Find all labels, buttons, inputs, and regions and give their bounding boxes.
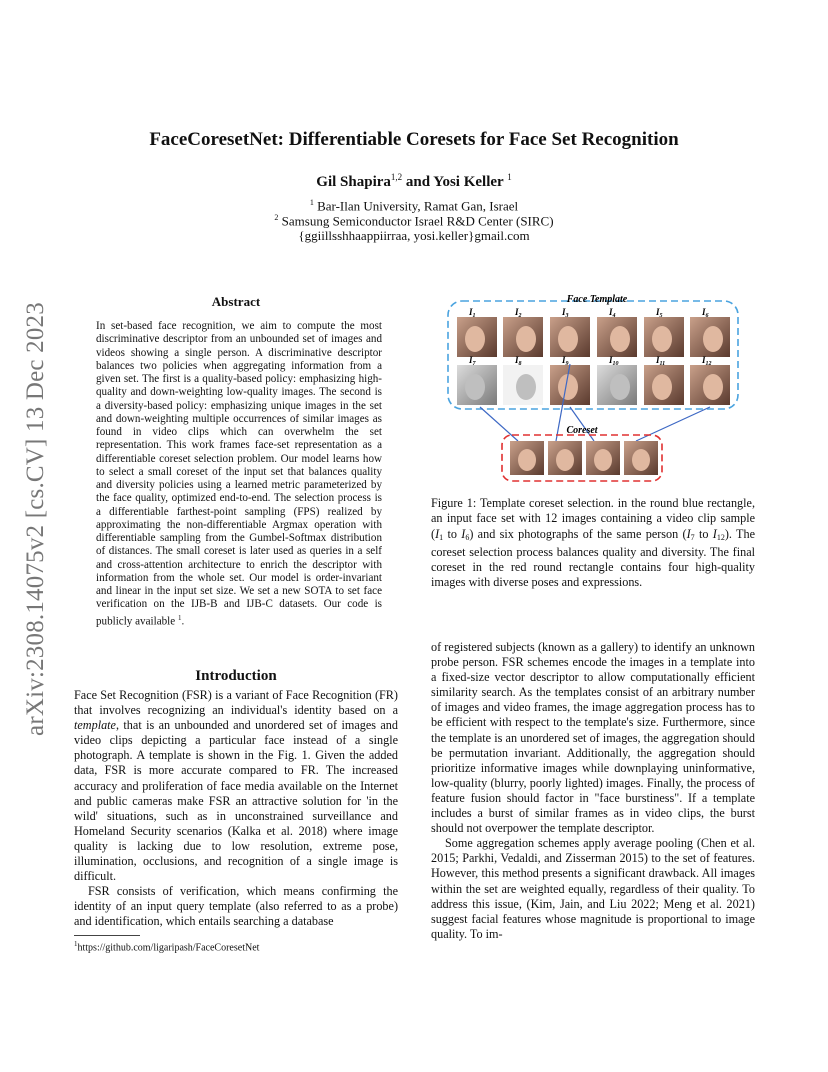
- coreset-label: Coreset: [566, 425, 598, 436]
- arxiv-id: arXiv:2308.14075v2 [cs.CV] 13 Dec 2023: [22, 302, 50, 736]
- footnote-divider: [74, 935, 140, 936]
- author-and: and: [405, 174, 431, 190]
- caption-text-c: ). The coreset selection process balances quality and diversity. The final coreset in the red round rectangle contains four high-quality images with diverse poses and expressions.: [431, 526, 756, 590]
- intro-p1-b: , that is an unbounded and unordered set of images and video clips depicting a particular face instead of a single photograph. A template is shown in the Fig. 1. Given the added data, FSR is more accurate compared to FR. The increased accuracy and proliferation of face media available on the Internet and public cameras make FSR an attractive solution for 'in the wild' situations, such as in unconstrained surveillance and Homeland Security scenarios (Kalka et al. 2018) where image quality is lacking due to low resolution, extreme pose, illumination, occlusions, and recognition of a single image is difficult.: [74, 718, 398, 884]
- abstract-text-end: .: [181, 615, 185, 628]
- coreset-face-4: [632, 449, 650, 471]
- face-label-index-5: 5: [659, 313, 663, 319]
- author-1: Gil Shapira: [316, 174, 391, 190]
- arrow-4: [636, 407, 710, 441]
- face-shape-6: [703, 326, 723, 352]
- coreset-images: [510, 441, 658, 475]
- figure-svg: [440, 289, 750, 485]
- caption-text-b: ) and six photographs of the same person (: [469, 526, 687, 541]
- abstract-heading: Abstract: [211, 294, 261, 309]
- face-label-index-4: 4: [612, 313, 616, 319]
- face-shape-11: [652, 374, 672, 400]
- intro-paragraph-1: [74, 688, 398, 884]
- face-shape-1: [465, 326, 485, 352]
- caption-i12-sub: 12: [716, 532, 725, 542]
- face-shape-12: [703, 374, 723, 400]
- face-shape-5: [652, 326, 672, 352]
- face-label-1: $I_1$: [469, 307, 476, 319]
- caption-i7-sub: 7: [690, 532, 695, 542]
- intro-paragraph-2: FSR consists of verification, which means confirming the identity of an input query template (also referred to as a probe) and identification, which entails searching a database: [74, 884, 398, 929]
- arxiv-sidebar-stamp: [18, 282, 54, 756]
- coreset-face-3: [594, 449, 612, 471]
- caption-text-a: Figure 1: Template coreset selection. in the round blue rectangle, an input face set with 12 images containing a video clip sample (: [431, 496, 755, 541]
- abstract-body: [96, 320, 382, 628]
- author-emails: {ggiillsshhaappiirraa, yosi.keller}gmail.com: [298, 228, 530, 243]
- affiliation-2: [0, 213, 828, 229]
- face-label-6: $I_6$: [702, 307, 709, 319]
- affiliation-2-mark: 2: [274, 213, 279, 222]
- face-label-4: $I_4$: [609, 307, 616, 319]
- caption-to-1: to: [443, 526, 462, 541]
- face-shape-4: [610, 326, 630, 352]
- face-label-2: $I_2$: [515, 307, 522, 319]
- caption-i1-sub: 1: [439, 532, 444, 542]
- face-label-index-11: 11: [659, 361, 666, 367]
- footnote: [74, 940, 259, 953]
- face-shape-8: [516, 374, 536, 400]
- face-shape-7: [465, 374, 485, 400]
- intro-p1-em: template: [74, 718, 116, 733]
- face-shape-3: [558, 326, 578, 352]
- face-label-index-1: 1: [472, 313, 476, 319]
- affiliation-1-text: Bar-Ilan University, Ramat Gan, Israel: [317, 198, 519, 214]
- footnote-link[interactable]: https://github.com/ligaripash/FaceCoresetNet: [77, 942, 260, 954]
- face-label-12: $I_{12}$: [702, 355, 712, 367]
- face-label-3: $I_3$: [562, 307, 569, 319]
- right-paragraph-1: of registered subjects (known as a gallery) to identify an unknown probe person. FSR schemes encode the images in a template into a fixed-size vector descriptor to allow computationally efficient similarity search. As the templates consist of an arbitrary number of images and video frames, the image aggregation process has to be efficient with respect to the template's size. Furthermore, since the template is an unordered set of images, the aggregation should be permutation invariant. Additionally, the aggregation should prioritize informative images while downplaying uninformative, low-quality (blurry, poorly lighted) images. Finally, the process of feature fusion should factor in "face burstiness". If a template includes a burst of similar frames as in video clips, the burst should not overpower the template descriptor.: [431, 640, 755, 836]
- face-label-index-8: 8: [518, 361, 522, 367]
- right-column-body: [431, 640, 755, 942]
- caption-i1: I: [435, 526, 440, 541]
- affiliation-1: [0, 198, 828, 214]
- face-label-index-10: 10: [612, 361, 619, 367]
- face-label-index-7: 7: [472, 361, 476, 367]
- face-shape-10: [610, 374, 630, 400]
- face-label-7: $I_7$: [469, 355, 476, 367]
- paper-title: FaceCoresetNet: Differentiable Coresets for Face Set Recognition: [149, 129, 679, 150]
- introduction-heading: Introduction: [195, 668, 277, 684]
- caption-i6: I: [461, 526, 466, 541]
- author-2-affil: 1: [507, 172, 512, 182]
- caption-to-2: to: [694, 526, 713, 541]
- introduction-body: [74, 688, 398, 930]
- coreset-face-1: [518, 449, 536, 471]
- author-2: Yosi Keller: [433, 174, 504, 190]
- affiliation-1-mark: 1: [309, 198, 314, 207]
- arrow-1: [480, 407, 518, 441]
- footnote-mark: 1: [74, 940, 78, 948]
- author-1-affil: 1,2: [390, 172, 403, 182]
- face-label-index-9: 9: [565, 361, 569, 367]
- coreset-face-2: [556, 449, 574, 471]
- affiliation-2-text: Samsung Semiconductor Israel R&D Center (SIRC): [281, 213, 554, 229]
- face-label-9: $I_9$: [562, 355, 569, 367]
- abstract-footnote-ref: 1: [177, 613, 182, 622]
- face-label-11: $I_{11}$: [656, 355, 666, 367]
- intro-p1-a: Face Set Recognition (FSR) is a variant of Face Recognition (FR) that involves recognizing an individual's identity based on a: [74, 688, 398, 718]
- face-label-index-2: 2: [518, 313, 522, 319]
- caption-i6-sub: 6: [465, 532, 470, 542]
- face-label-index-3: 3: [565, 313, 569, 319]
- caption-i12: I: [712, 526, 717, 541]
- caption-i7: I: [686, 526, 691, 541]
- authors: [0, 172, 828, 191]
- abstract-text: In set-based face recognition, we aim to compute the most discriminative descriptor from an unbounded set of images and videos showing a single person. A discriminative descriptor balances two policies when aggregating information from a given set. The first is a quality-based policy: emphasizing high-quality and down-weighting low-quality images. The second is a diversity-based policy: emphasizing unique images in the set and down-weighting multiple occurrences of similar images as found in video clips which can overwhelm the set representation. This work frames face-set representation as a differentiable coreset selection problem. Our model learns how to select a small coreset of the input set that balances quality and diversity policies using a learned metric parameterized by the face quality, optimized end-to-end. The selection process is a differentiable farthest-point sampling (FPS) realized by approximating the non-differentiable Argmax operation with differentiable sampling from the Gumbel-Softmax distribution of distances. The small coreset is later used as queries in a self and cross-attention architecture to enrich the descriptor with information from the whole set. Our model is order-invariant and linear in the input set size. We set a new SOTA to set face verification on the IJB-B and IJB-C datasets. Our code is publicly available: [96, 320, 382, 628]
- face-label-8: $I_8$: [515, 355, 522, 367]
- face-label-10: $I_{10}$: [609, 355, 619, 367]
- face-label-index-12: 12: [705, 361, 712, 367]
- figure-template-coreset: [440, 289, 750, 485]
- face-shape-2: [516, 326, 536, 352]
- face-label-5: $I_5$: [656, 307, 663, 319]
- template-label: Face Template: [566, 294, 628, 305]
- figure-caption: [431, 496, 755, 591]
- face-label-index-6: 6: [705, 313, 709, 319]
- right-paragraph-2: Some aggregation schemes apply average pooling (Chen et al. 2015; Parkhi, Vedaldi, and Zisserman 2015) to the set of features. However, this method presents a significant drawback. All images within the set are weighted equally, regardless of their quality. To address this issue, (Kim, Jain, and Liu 2022; Meng et al. 2021) suggest facial features whose magnitude is proportional to image quality. To im-: [431, 836, 755, 941]
- face-grid: [457, 307, 730, 405]
